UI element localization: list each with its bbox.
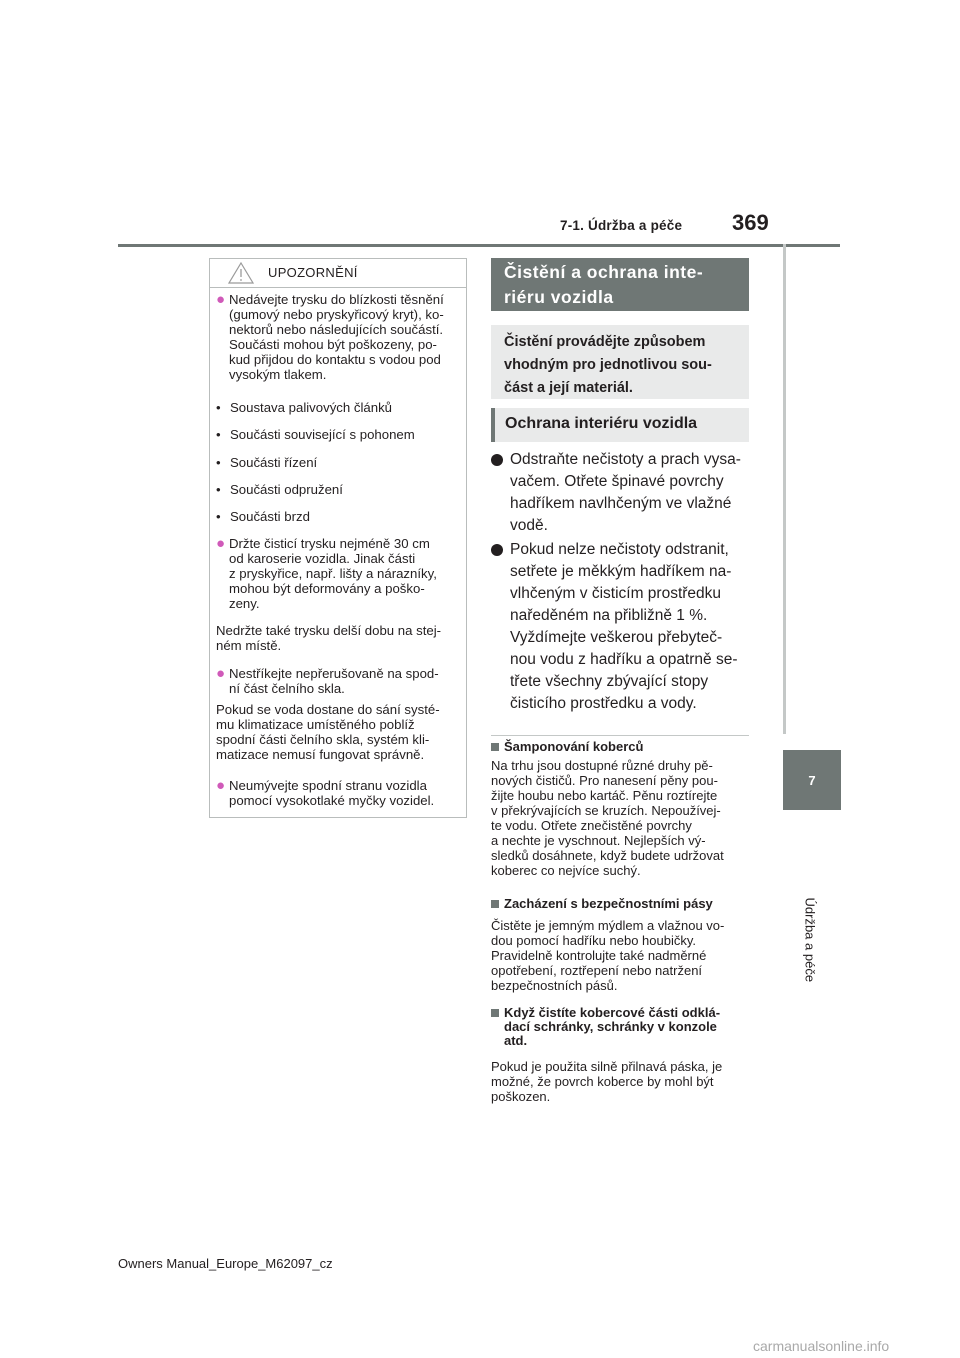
page-number: 369 [732, 210, 769, 235]
watermark-text[interactable]: carmanualsonline.info [753, 1338, 890, 1354]
list-item: • Součásti brzd [216, 509, 310, 524]
bullet-icon: ● [216, 535, 226, 552]
bullet-icon [491, 454, 503, 466]
bullet-icon: ● [216, 291, 226, 308]
square-bullet-icon [491, 1009, 499, 1017]
bullet-icon: ● [216, 777, 226, 794]
bullet-paragraph-1: Odstraňte nečistoty a prach vysa- vačem. Otřete špinavé povrchy hadříkem navlhčeným ve vlažné vodě. [491, 449, 756, 537]
warning-note-2: Nedržte také trysku delší dobu na stej- ném místě. [216, 623, 442, 653]
bullet-icon [491, 544, 503, 556]
warning-title: UPOZORNĚNÍ [268, 265, 358, 280]
bullet-icon: ● [216, 665, 226, 682]
subsection-text: Na trhu jsou dostupné různé druhy pě- nových čističů. Pro nanesení pěny pou- žijte houbu nebo kartáč. Pěnu roztírejte v překrývajících se kruzích. Nepoužívej- te vodu. Otřete znečistěné povrchy a nechte je vyschnout. Nejlepších vý- sledků dosáhnete, když budete udržovat koberec co nejvíce suchý. [491, 758, 724, 878]
subsection-title: Šamponování koberců [491, 740, 756, 754]
warning-box [209, 258, 467, 818]
section-title: 7-1. Údržba a péče [560, 218, 683, 233]
warning-paragraph-1: ● Nedávejte trysku do blízkosti těsnění (gumový nebo pryskyřicový kryt), ko- nektorů nebo následujících součástí. Součásti mohou být poškozeny, po- kud přijdou do kontaktu s vodou pod vysokým tlakem. [216, 291, 444, 382]
divider [491, 735, 749, 736]
subsection-title: Když čistíte kobercové části odklá- dací schránky, schránky v konzole atd. [491, 1006, 756, 1048]
list-item: • Součásti související s pohonem [216, 427, 415, 442]
list-item: • Součásti řízení [216, 455, 318, 470]
warning-paragraph-3: ● Nestříkejte nepřerušovaně na spod- ní část čelního skla. [216, 665, 439, 696]
warning-paragraph-4: ● Neumývejte spodní stranu vozidla pomocí vysokotlaké myčky vozidel. [216, 777, 435, 808]
warning-triangle-icon [228, 262, 254, 284]
chapter-number-tab: 7 [783, 750, 841, 810]
square-bullet-icon [491, 743, 499, 751]
subsection-title: Zacházení s bezpečnostními pásy [491, 897, 756, 911]
subheading: Ochrana interiéru vozidla [491, 408, 749, 442]
footer-text: Owners Manual_Europe_M62097_cz [118, 1256, 333, 1271]
list-item: • Soustava palivových článků [216, 400, 393, 415]
side-tab-line [783, 244, 786, 734]
header-rule [118, 244, 840, 247]
chapter-title-vertical: Údržba a péče [802, 897, 818, 983]
intro-box: Čistění provádějte způsobem vhodným pro jednotlivou sou- část a její materiál. [491, 325, 749, 399]
square-bullet-icon [491, 900, 499, 908]
section-heading: Čistění a ochrana inte- riéru vozidla [491, 258, 749, 311]
bullet-paragraph-2: Pokud nelze nečistoty odstranit, setřete je měkkým hadříkem na- vlhčeným v čisticím prostředku naředěném na přibližně 1 %. Vyždímejte veškerou přebyteč- nou vodu z hadříku a opatrně se- třete všechny zbývající stopy čisticího prostředku a vody. [491, 539, 756, 715]
subsection-text: Pokud je použita silně přilnavá páska, je možné, že povrch koberce by mohl být poškozen. [491, 1059, 723, 1104]
subsection-text: Čistěte je jemným mýdlem a vlažnou vo- dou pomocí hadříku nebo houbičky. Pravidelně kontrolujte také nadměrné opotřebení, roztřepení nebo natržení bezpečnostních pásů. [491, 918, 725, 993]
warning-header [210, 259, 466, 288]
warning-note-3: Pokud se voda dostane do sání systé- mu klimatizace umístěného poblíž spodní části čelního skla, systém kli- matizace nemusí fungovat správně. [216, 702, 440, 762]
list-item: • Součásti odpružení [216, 482, 343, 497]
warning-paragraph-2: ● Držte čisticí trysku nejméně 30 cm od karoserie vozidla. Jinak části z pryskyřice, např. lišty a nárazníky, mohou být deformovány a poško- zeny. [216, 535, 437, 611]
